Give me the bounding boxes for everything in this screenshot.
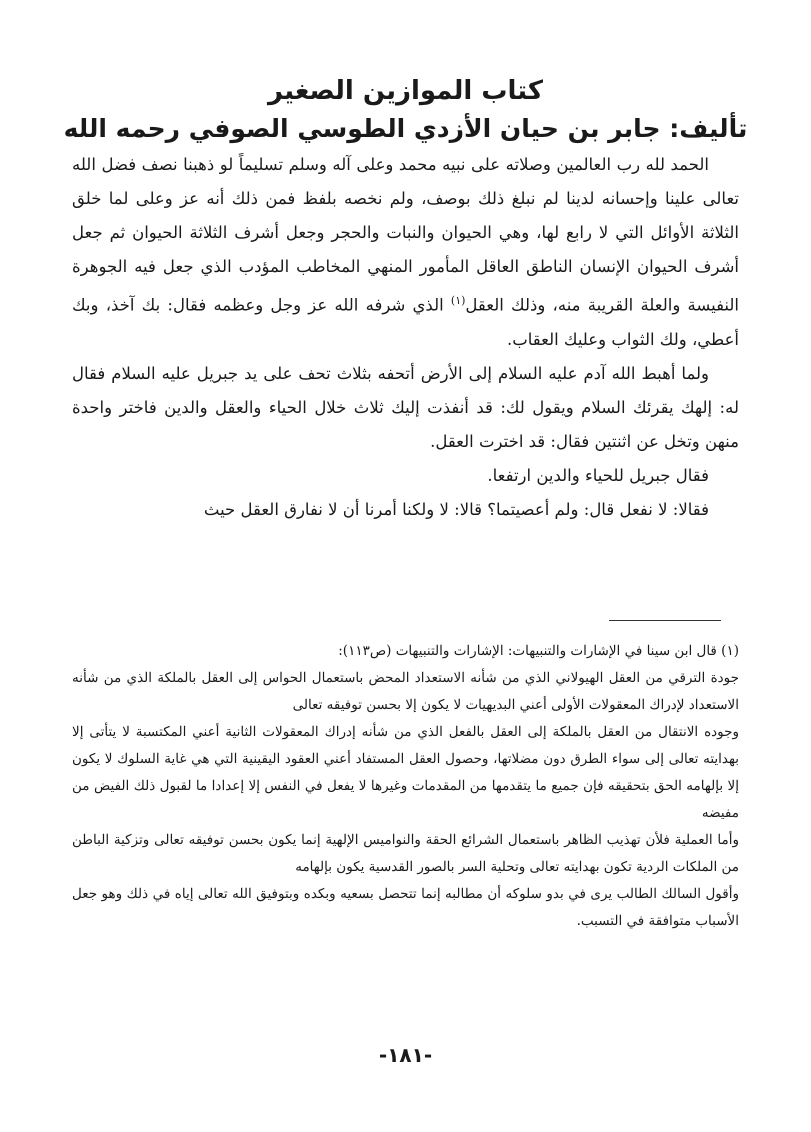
author-line: تأليف: جابر بن حيان الأزدي الطوسي الصوفي رحمه الله [63,114,748,143]
paragraph-1-part-a: الحمد لله رب العالمين وصلاته على نبيه محمد وعلى آله وسلم تسليماً لو ذهبنا نصف فضل الله تعالى علينا وإحسانه لدينا لم نبلغ ذلك بوصف، ولم نخصه بلفظ فمن ذلك أنه عز وعلى لما خلق الثلاثة الأوائل التي لا رابع لها، وهي الحيوان والنبات والحجر وجعل أشرف الثلاثة الحيوان ثم جعل أشرف الحيوان الإنسان الناطق العاقل المأمور المنهي المخاطب المؤدب الذي جعل فيه الجوهرة النفيسة والعلة القريبة منه، وذلك العقل [72,155,740,315]
paragraph-1-part-b: الذي شرفه الله عز وجل وعظمه فقال: بك آخذ، وبك أعطي، ولك الثواب وعليك العقاب. [72,295,739,349]
footnote-paragraph-4: وأقول السالك الطالب يرى في بدو سلوكه أن مطالبه إنما تتحصل بسعيه وبكده وبتوفيق الله تعالى إياه في ذلك وهو جعل الأسباب متوافقة في التسبب. [72,886,739,929]
footnote-paragraph-3: وأما العملية فلأن تهذيب الظاهر باستعمال الشرائع الحقة والنواميس الإلهية إنما يكون بحسن توفيقه تعالى وتزكية الباطن من الملكات الردية تكون بهدايته تعالى وتحلية السر بالصور القدسية يكون بإلهامه [72,832,739,875]
footnote-paragraph-2: وجوده الانتقال من العقل بالملكة إلى العقل بالفعل الذي من شأنه إدراك المعقولات الثانية أعني المكتسبة لا يتأتى إلا بهدايته تعالى إلى سواء الطرق دون مضلاتها، وحصول العقل المستفاد أعني العقود اليقينية التي هي غاية السلوك لا يكون إلا بإلهامه الحق بتحقيقه فإن جميع ما يتقدمها من المقدمات وغيرها لا يفعل في النفس إلا إعدادا ما لقبول ذلك الفيض من مفيضه [72,724,739,821]
footnote-heading: (١) قال ابن سينا في الإشارات والتنبيهات: الإشارات والتنبيهات (ص١١٣): [338,643,739,659]
paragraph-1 [72,148,739,357]
page-number: -١٨١- [378,1043,433,1067]
footnotes [72,638,739,935]
footnote-paragraph-1: جودة الترقي من العقل الهيولاني الذي من شأنه الاستعداد المحض باستعمال الحواس إلى العقل بالملكة الذي من شأنه الاستعداد لإدراك المعقولات الأولى أعني البديهيات لا يكون إلا بحسن توفيقه تعالى [72,670,739,713]
paragraph-4: فقالا: لا نفعل قال: ولم أعصيتما؟ قالا: لا ولكنا أمرنا أن لا نفارق العقل حيث [203,499,709,519]
paragraph-2: ولما أهبط الله آدم عليه السلام إلى الأرض أتحفه بثلاث تحف على يد جبريل عليه السلام فقال له: إلهك يقرئك السلام ويقول لك: قد أنفذت إليك ثلاث خلال الحياء والعقل والدين فاختر واحدة منهن وتخل عن اثنتين فقال: قد اخترت العقل. [72,363,739,451]
main-text [72,148,739,527]
paragraph-3: فقال جبريل للحياء والدين ارتفعا. [487,465,709,485]
footnote-marker[interactable]: (١) [450,294,466,307]
book-title: كتاب الموازين الصغير [268,76,543,106]
footnote-separator [609,620,721,621]
